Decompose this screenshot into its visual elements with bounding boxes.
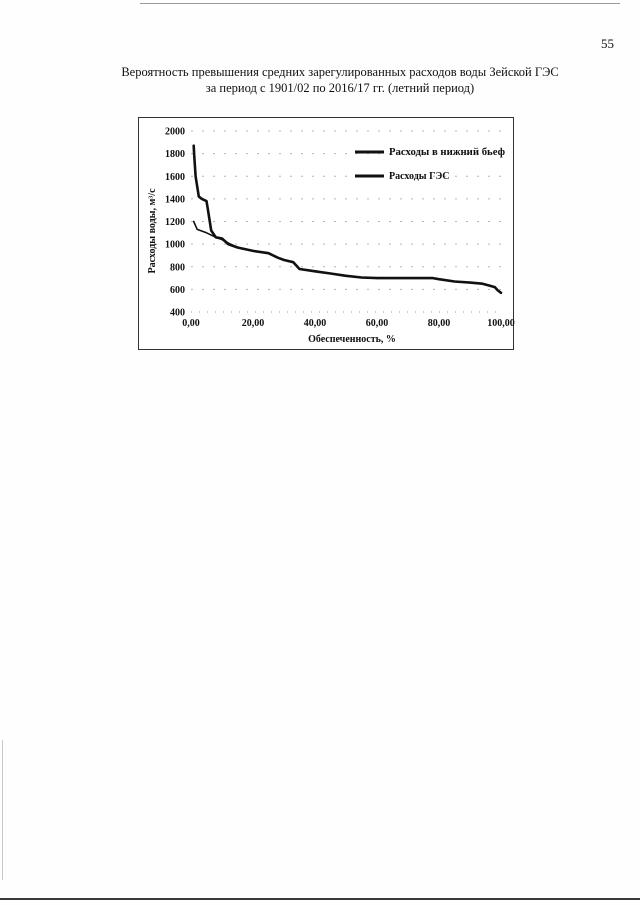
y-axis-label: Расходы воды, м³/с — [147, 188, 158, 274]
x-tick-label: 0,00 — [182, 318, 200, 329]
figure-title-line-1: Вероятность превышения средних зарегулированных расходов воды Зейской ГЭС — [121, 65, 559, 79]
y-tick-label: 1000 — [165, 239, 185, 251]
y-tick-label: 2000 — [165, 126, 185, 138]
y-tick-label: 1600 — [165, 171, 185, 183]
x-tick-label: 100,00 — [487, 318, 515, 329]
y-tick-label: 800 — [170, 262, 185, 274]
scan-edge-top — [140, 3, 620, 4]
series-line-hpp — [194, 222, 501, 293]
scan-edge-bottom — [0, 898, 640, 900]
chart-legend — [355, 147, 505, 182]
series-line-lower-pool — [194, 146, 501, 293]
page-number: 55 — [601, 36, 614, 51]
y-tick-label: 600 — [170, 284, 185, 296]
legend-label-lower-pool: Расходы в нижний бьеф — [389, 147, 506, 158]
figure-title-line-2: за период с 1901/02 по 2016/17 гг. (летний период) — [205, 81, 475, 95]
x-tick-label: 40,00 — [303, 318, 327, 329]
y-tick-label: 400 — [170, 307, 185, 319]
y-tick-label: 1800 — [165, 149, 185, 161]
legend-label-hpp: Расходы ГЭС — [389, 171, 450, 182]
x-axis-label: Обеспеченность, % — [308, 334, 396, 345]
x-tick-label: 80,00 — [427, 318, 451, 329]
y-tick-label: 1400 — [165, 194, 185, 206]
x-tick-label: 60,00 — [365, 318, 389, 329]
y-tick-label: 1200 — [165, 217, 185, 228]
scan-edge-left — [2, 740, 3, 880]
chart-frame — [138, 117, 514, 350]
probability-chart — [139, 118, 515, 351]
series-layer — [194, 146, 501, 293]
x-tick-label: 20,00 — [241, 318, 265, 329]
